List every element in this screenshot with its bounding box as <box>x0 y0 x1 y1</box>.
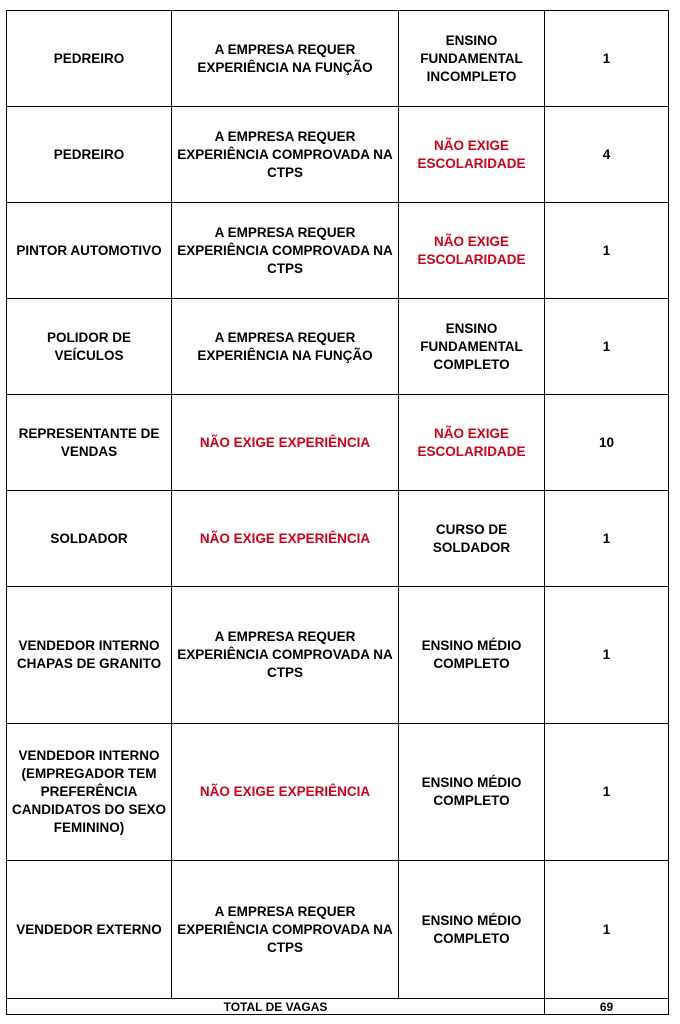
escolaridade-cell: CURSO DE SOLDADOR <box>399 491 545 587</box>
escolaridade-cell: ENSINO MÉDIO COMPLETO <box>399 587 545 724</box>
vagas-table <box>6 10 669 1015</box>
experiencia-cell: NÃO EXIGE EXPERIÊNCIA <box>172 395 399 491</box>
experiencia-cell: A EMPRESA REQUER EXPERIÊNCIA NA FUNÇÃO <box>172 11 399 107</box>
vagas-cell: 1 <box>545 299 669 395</box>
vagas-cell: 1 <box>545 203 669 299</box>
cargo-cell: VENDEDOR EXTERNO <box>7 861 172 999</box>
experiencia-cell: A EMPRESA REQUER EXPERIÊNCIA NA FUNÇÃO <box>172 299 399 395</box>
cargo-cell: PINTOR AUTOMOTIVO <box>7 203 172 299</box>
escolaridade-cell: ENSINO FUNDAMENTAL COMPLETO <box>399 299 545 395</box>
table-row <box>7 724 669 861</box>
experiencia-cell: A EMPRESA REQUER EXPERIÊNCIA COMPROVADA NA CTPS <box>172 861 399 999</box>
table-row <box>7 587 669 724</box>
experiencia-cell: A EMPRESA REQUER EXPERIÊNCIA COMPROVADA NA CTPS <box>172 203 399 299</box>
escolaridade-cell: NÃO EXIGE ESCOLARIDADE <box>399 395 545 491</box>
table-row <box>7 395 669 491</box>
escolaridade-cell: NÃO EXIGE ESCOLARIDADE <box>399 203 545 299</box>
escolaridade-cell: ENSINO FUNDAMENTAL INCOMPLETO <box>399 11 545 107</box>
total-row <box>7 999 669 1015</box>
table-row <box>7 203 669 299</box>
cargo-cell: PEDREIRO <box>7 11 172 107</box>
cargo-cell: PEDREIRO <box>7 107 172 203</box>
cargo-cell: POLIDOR DE VEÍCULOS <box>7 299 172 395</box>
vagas-cell: 1 <box>545 861 669 999</box>
vagas-cell: 1 <box>545 11 669 107</box>
vagas-cell: 4 <box>545 107 669 203</box>
table-row <box>7 299 669 395</box>
vagas-cell: 10 <box>545 395 669 491</box>
escolaridade-cell: NÃO EXIGE ESCOLARIDADE <box>399 107 545 203</box>
total-value: 69 <box>545 999 669 1015</box>
table-row <box>7 107 669 203</box>
total-label: TOTAL DE VAGAS <box>7 999 545 1015</box>
cargo-cell: VENDEDOR INTERNO CHAPAS DE GRANITO <box>7 587 172 724</box>
cargo-cell: REPRESENTANTE DE VENDAS <box>7 395 172 491</box>
cargo-cell: VENDEDOR INTERNO (EMPREGADOR TEM PREFERÊNCIA CANDIDATOS DO SEXO FEMININO) <box>7 724 172 861</box>
vagas-cell: 1 <box>545 724 669 861</box>
experiencia-cell: A EMPRESA REQUER EXPERIÊNCIA COMPROVADA NA CTPS <box>172 587 399 724</box>
vagas-cell: 1 <box>545 587 669 724</box>
experiencia-cell: A EMPRESA REQUER EXPERIÊNCIA COMPROVADA NA CTPS <box>172 107 399 203</box>
experiencia-cell: NÃO EXIGE EXPERIÊNCIA <box>172 491 399 587</box>
experiencia-cell: NÃO EXIGE EXPERIÊNCIA <box>172 724 399 861</box>
escolaridade-cell: ENSINO MÉDIO COMPLETO <box>399 861 545 999</box>
table-row <box>7 11 669 107</box>
cargo-cell: SOLDADOR <box>7 491 172 587</box>
table-row <box>7 861 669 999</box>
escolaridade-cell: ENSINO MÉDIO COMPLETO <box>399 724 545 861</box>
table-row <box>7 491 669 587</box>
vagas-cell: 1 <box>545 491 669 587</box>
vagas-table-body <box>7 11 669 1015</box>
